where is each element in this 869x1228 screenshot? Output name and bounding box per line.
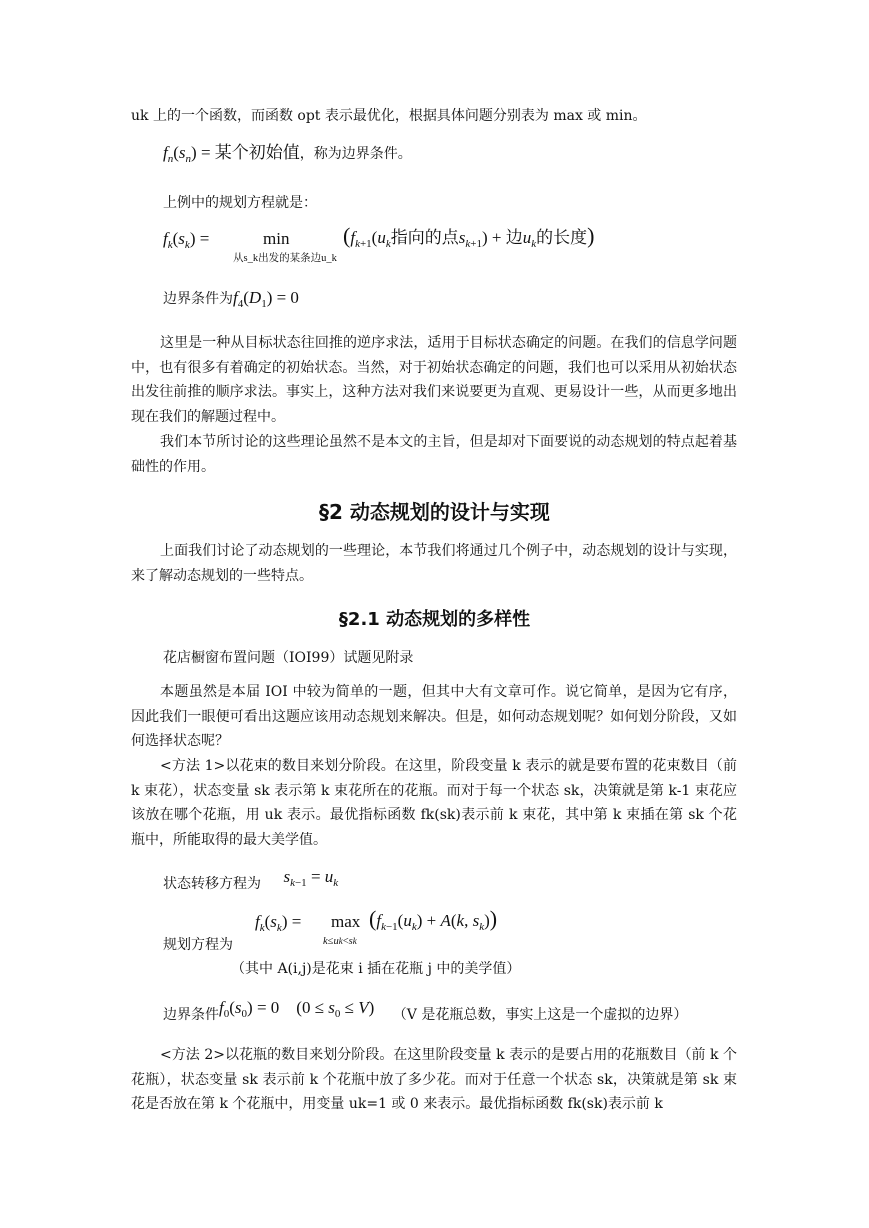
intro-line: uk 上的一个函数，而函数 opt 表示最优化，根据具体问题分别表为 max 或 min。 [131, 108, 647, 124]
paragraph-problem: 本题虽然是本届 IOI 中较为简单的一题，但其中大有文章可作。说它简单，是因为它有序，因此我们一眼便可看出这题应该用动态规划来解决。但是，如何动态规划呢？如何划分阶段，又如何选择状态呢？ [131, 684, 737, 749]
boundary2-label: 边界条件 [163, 1007, 219, 1023]
example-heading: 上例中的规划方程就是： [163, 195, 317, 211]
paragraph-theory: 我们本节所讨论的这些理论虽然不是本文的主旨，但是却对下面要说的动态规划的特点起着基础性的作用。 [131, 434, 737, 475]
eq1-edge: 边 [505, 228, 523, 247]
eq1-mid: 指向的点 [390, 228, 459, 247]
transition-label: 状态转移方程为 [163, 876, 261, 892]
section-2-title: §2 动态规划的设计与实现 [319, 500, 550, 524]
planning-equation-2: $f_k(s_k)$ = max k≤uk<sk ($f_{k-1}(u_k) + A(k$, $s_k$)) [255, 906, 498, 947]
planning-label: 规划方程为 [163, 937, 233, 953]
paragraph-section2: 上面我们讨论了动态规划的一些理论，本节我们将通过几个例子中，动态规划的设计与实现，来了解动态规划的一些特点。 [131, 543, 737, 584]
eq2-max: max [331, 912, 361, 931]
paragraph-method1: <方法 1>以花束的数目来划分阶段。在这里，阶段变量 k 表示的就是要布置的花束数目（前 k 束花），状态变量 sk 表示第 k 束花所在的花瓶。而对于每一个状态 sk，决策就是第 k-1 束花应该放在哪个花瓶，用 uk 表示。最优指标函数 fk(sk)表示前 k 束花，其中第 k 束插在第 sk 个花瓶中，所能取得的最大美学值。 [131, 758, 737, 848]
eq1-len: 的长度 [536, 228, 588, 247]
boundary-label: 边界条件为 [163, 291, 233, 307]
boundary-line-1: 边界条件为$f_4(D_1) = 0$ [163, 288, 299, 310]
transition-line: 状态转移方程为 $s_{k-1} = u_k$ [163, 867, 339, 892]
problem-line: 花店橱窗布置问题（IOI99）试题见附录 [163, 650, 414, 666]
equation-fn-sn: $f_n(s_n)$ = [163, 143, 215, 165]
init-value-text: 某个初始值 [214, 143, 300, 162]
note-A: （其中 A(i,j)是花束 i 插在花瓶 j 中的美学值） [231, 961, 521, 977]
planning-equation-1: $f_k(s_k)$ = min 从s_k出发的某条边u_k ($f_{k+1}(u_k$指向的点$s_{k+1}$) + 边$u_k$的长度) [163, 229, 209, 255]
boundary-line-2: 边界条件$f_0(s_0) = 0$ $(0 \le s_0 \le V)$ （V 是花瓶总数，事实上这是一个虚拟的边界） [163, 998, 688, 1023]
eq1-under: 从s_k出发的某条边u_k [233, 253, 337, 264]
paragraph-reverse: 这里是一种从目标状态往回推的逆序求法，适用于目标状态确定的问题。在我们的信息学问题中，也有很多有着确定的初始状态。当然，对于初始状态确定的问题，我们也可以采用从初始状态出发往前推的顺序求法。事实上，这种方法对我们来说要更为直观、更易设计一些，从而更多地出现在我们的解题过程中。 [131, 335, 737, 425]
boundary-condition-init [163, 143, 412, 169]
eq1-min: min [263, 229, 290, 248]
section-2-1-title: §2.1 动态规划的多样性 [338, 609, 531, 630]
init-value-suffix: ，称为边界条件。 [299, 146, 412, 162]
boundary2-note: （V 是花瓶总数，事实上这是一个虚拟的边界） [392, 1007, 688, 1023]
paragraph-method2: <方法 2>以花瓶的数目来划分阶段。在这里阶段变量 k 表示的是要占用的花瓶数目（前 k 个花瓶），状态变量 sk 表示前 k 个花瓶中放了多少花。而对于任意一个状态 sk，决策就是第 sk 束花是否放在第 k 个花瓶中，用变量 uk=1 或 0 来表示。最优指标函数 fk(sk)表示前 k [131, 1047, 737, 1112]
